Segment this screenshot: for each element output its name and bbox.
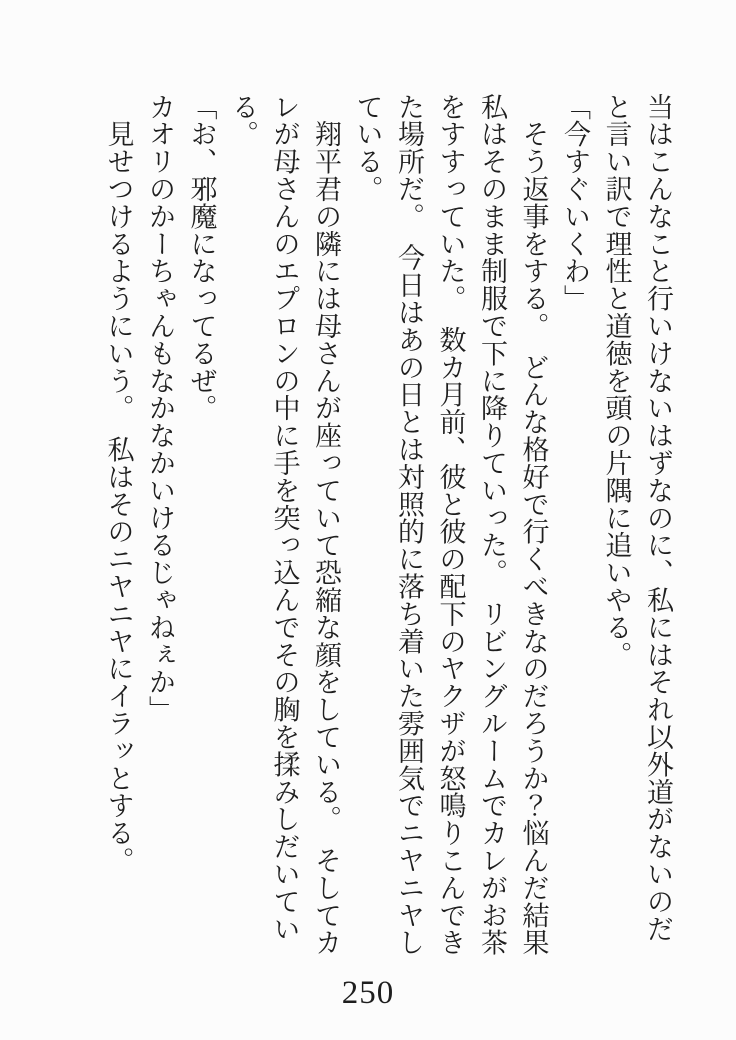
text-line: カオリのかーちゃんもなかなかいけるじゃねぇか」	[145, 93, 175, 724]
text-line: ている。	[352, 93, 383, 203]
text-line: 私はそのまま制服で下に降りていった。 リビングルームでカレがお茶	[477, 93, 507, 957]
text-line: をすすっていた。 数カ月前、彼と彼の配下のヤクザが怒鳴りこんでき	[435, 93, 466, 957]
text-line: 「お、邪魔になってるぜ。	[186, 93, 217, 422]
vertical-text-block	[97, 93, 678, 957]
text-line: 翔平君の隣には母さんが座っていて恐縮な顔をしている。 そしてカ	[311, 93, 341, 957]
text-line: レが母さんのエプロンの中に手を突っ込んでその胸を揉みしだいてい	[269, 93, 300, 943]
text-line: る。	[228, 93, 258, 148]
text-line: 当はこんなこと行いけないはずなのに、私にはそれ以外道がないのだ	[643, 93, 673, 943]
text-line: そう返事をする。 どんな格好で行くべきなのだろうか？悩んだ結果	[518, 93, 549, 957]
page-number: 250	[341, 975, 395, 1011]
text-line: 見せつけるようにいう。 私はそのニヤニヤにイラッとする。	[103, 93, 134, 875]
text-line: た場所だ。 今日はあの日とは対照的に落ち着いた雰囲気でニヤニヤし	[394, 93, 424, 957]
text-line: と言い訳で理性と道徳を頭の片隅に追いやる。	[601, 93, 632, 669]
text-line: 「今すぐいくわ」	[560, 93, 590, 313]
